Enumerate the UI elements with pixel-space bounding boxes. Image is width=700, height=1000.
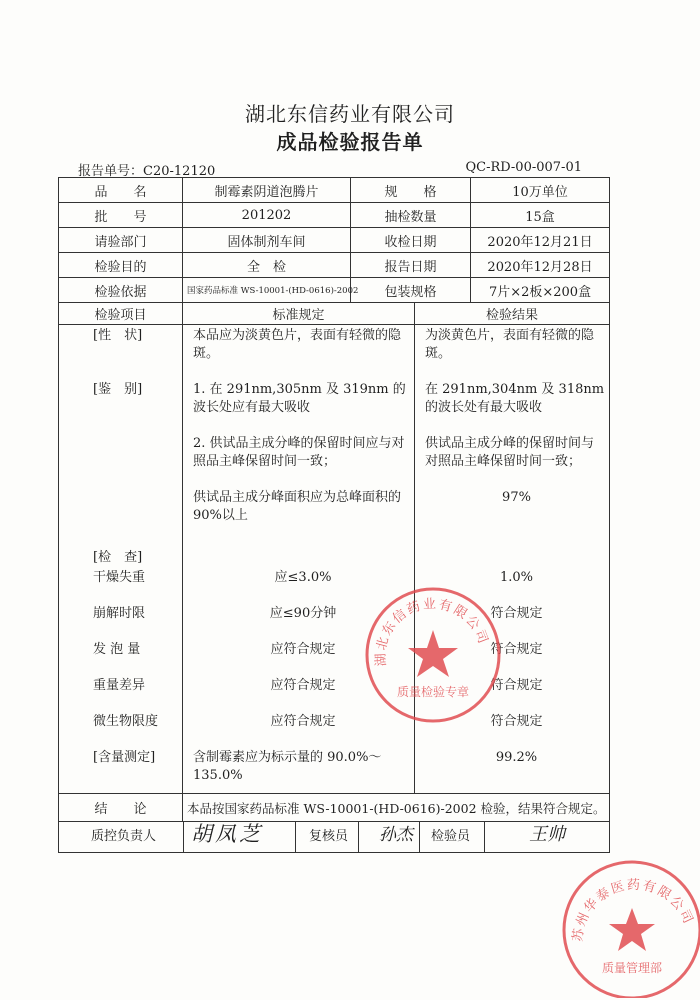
inspector-signature: 王帅 bbox=[529, 824, 565, 845]
result-assay: 99.2% bbox=[495, 750, 538, 765]
reviewer-label: 复核员 bbox=[309, 829, 349, 844]
item-microbial: 微生物限度 bbox=[93, 714, 159, 729]
result-ident-2: 供试品主成分峰的保留时间与对照品主峰保留时间一致； bbox=[425, 436, 595, 469]
standard-ident-2: 2. 供试品主成分峰的保留时间应与对照品主峰保留时间一致； bbox=[193, 436, 405, 469]
result-ident-3: 97% bbox=[502, 490, 531, 505]
item-disintegration: 崩解时限 bbox=[93, 606, 146, 621]
qc-head-label: 质控负责人 bbox=[91, 829, 157, 844]
dept-value: 固体制剂车间 bbox=[183, 228, 351, 253]
report-date-value: 2020年12月28日 bbox=[471, 253, 610, 278]
batch-value: 201202 bbox=[183, 203, 351, 228]
result-ident-1: 在 291nm,304nm 及 318nm 的波长处有最大吸收 bbox=[425, 382, 605, 415]
inspection-items-row bbox=[59, 325, 610, 794]
table-row bbox=[59, 178, 610, 203]
packing-label: 包装规格 bbox=[351, 278, 471, 303]
sample-qty-value: 15盒 bbox=[471, 203, 610, 228]
sample-qty-label: 抽检数量 bbox=[351, 203, 471, 228]
svg-text:苏州华泰医药有限公司: 苏州华泰医药有限公司 bbox=[570, 877, 696, 943]
result-disintegration: 符合规定 bbox=[490, 606, 543, 621]
company-name: 湖北东信药业有限公司 bbox=[245, 102, 455, 126]
item-drying: 干燥失重 bbox=[93, 570, 146, 585]
table-row bbox=[59, 278, 610, 303]
product-name-label: 品 名 bbox=[59, 178, 183, 203]
product-name-value: 制霉素阴道泡腾片 bbox=[183, 178, 351, 203]
standard-character: 本品应为淡黄色片，表面有轻微的隐斑。 bbox=[193, 328, 402, 361]
conclusion-label: 结 论 bbox=[59, 794, 183, 822]
standards-column bbox=[183, 325, 415, 794]
packing-value: 7片×2板×200盒 bbox=[471, 278, 610, 303]
basis-value: 国家药品标准 WS-10001-(HD-0616)-2002 bbox=[183, 278, 351, 303]
purpose-value: 全 检 bbox=[183, 253, 351, 278]
standard-assay: 含制霉素应为标示量的 90.0%～135.0% bbox=[193, 750, 382, 783]
svg-text:质量检验专章: 质量检验专章 bbox=[396, 685, 470, 699]
conclusion-row bbox=[59, 794, 610, 822]
column-header-result: 检验结果 bbox=[415, 303, 610, 325]
basis-label: 检验依据 bbox=[59, 278, 183, 303]
svg-text:湖北东信药业有限公司: 湖北东信药业有限公司 bbox=[373, 596, 491, 667]
standard-disintegration: 应≤90分钟 bbox=[269, 606, 337, 621]
item-foaming: 发 泡 量 bbox=[93, 642, 141, 657]
table-row bbox=[59, 228, 610, 253]
results-column bbox=[415, 325, 610, 794]
result-foaming: 符合规定 bbox=[490, 642, 543, 657]
report-date-label: 报告日期 bbox=[351, 253, 471, 278]
standard-foaming: 应符合规定 bbox=[270, 642, 336, 657]
spec-label: 规 格 bbox=[351, 178, 471, 203]
table-header-row bbox=[59, 303, 610, 325]
inspector-label: 检验员 bbox=[431, 829, 471, 844]
conclusion-text: 本品按国家药品标准 WS-10001-(HD-0616)-2002 检验，结果符合规定。 bbox=[183, 794, 610, 822]
batch-label: 批 号 bbox=[59, 203, 183, 228]
inspection-report-table bbox=[58, 177, 610, 853]
divider bbox=[183, 822, 184, 852]
report-number-label: 报告单号： bbox=[78, 164, 144, 179]
standard-ident-3: 供试品主成分峰面积应为总峰面积的90%以上 bbox=[193, 490, 402, 523]
divider bbox=[484, 822, 485, 852]
column-header-item: 检验项目 bbox=[59, 303, 183, 325]
item-weight-variation: 重量差异 bbox=[93, 678, 146, 693]
standard-weight-variation: 应符合规定 bbox=[270, 678, 336, 693]
standard-ident-1: 1. 在 291nm,305nm 及 319nm 的波长处应有最大吸收 bbox=[193, 382, 406, 415]
table-row bbox=[59, 203, 610, 228]
standard-microbial: 应符合规定 bbox=[270, 714, 336, 729]
result-microbial: 符合规定 bbox=[490, 714, 543, 729]
standard-drying: 应≤3.0% bbox=[274, 570, 332, 585]
signature-row bbox=[59, 822, 610, 853]
qc-head-signature: 胡凤芝 bbox=[191, 822, 263, 846]
reviewer-signature: 孙杰 bbox=[379, 825, 413, 845]
divider bbox=[295, 822, 296, 852]
result-drying: 1.0% bbox=[499, 570, 534, 585]
svg-text:质量管理部: 质量管理部 bbox=[601, 961, 663, 975]
receive-date-label: 收检日期 bbox=[351, 228, 471, 253]
result-weight-variation: 符合规定 bbox=[490, 678, 543, 693]
divider bbox=[419, 822, 420, 852]
distributor-seal bbox=[560, 858, 700, 998]
item-check: [检 查] bbox=[93, 550, 143, 565]
spec-value: 10万单位 bbox=[471, 178, 610, 203]
column-header-standard: 标准规定 bbox=[183, 303, 415, 325]
form-code: QC-RD-00-007-01 bbox=[465, 160, 582, 175]
item-character: [性 状] bbox=[93, 328, 143, 343]
receive-date-value: 2020年12月21日 bbox=[471, 228, 610, 253]
table-row bbox=[59, 253, 610, 278]
report-number-value: C20-12120 bbox=[143, 164, 216, 179]
divider bbox=[358, 822, 359, 852]
item-assay: [含量测定] bbox=[93, 750, 156, 765]
item-identification: [鉴 别] bbox=[93, 382, 143, 397]
items-column bbox=[59, 325, 183, 794]
purpose-label: 检验目的 bbox=[59, 253, 183, 278]
result-character: 为淡黄色片，表面有轻微的隐斑。 bbox=[425, 328, 595, 361]
dept-label: 请验部门 bbox=[59, 228, 183, 253]
document-title: 成品检验报告单 bbox=[276, 130, 424, 154]
